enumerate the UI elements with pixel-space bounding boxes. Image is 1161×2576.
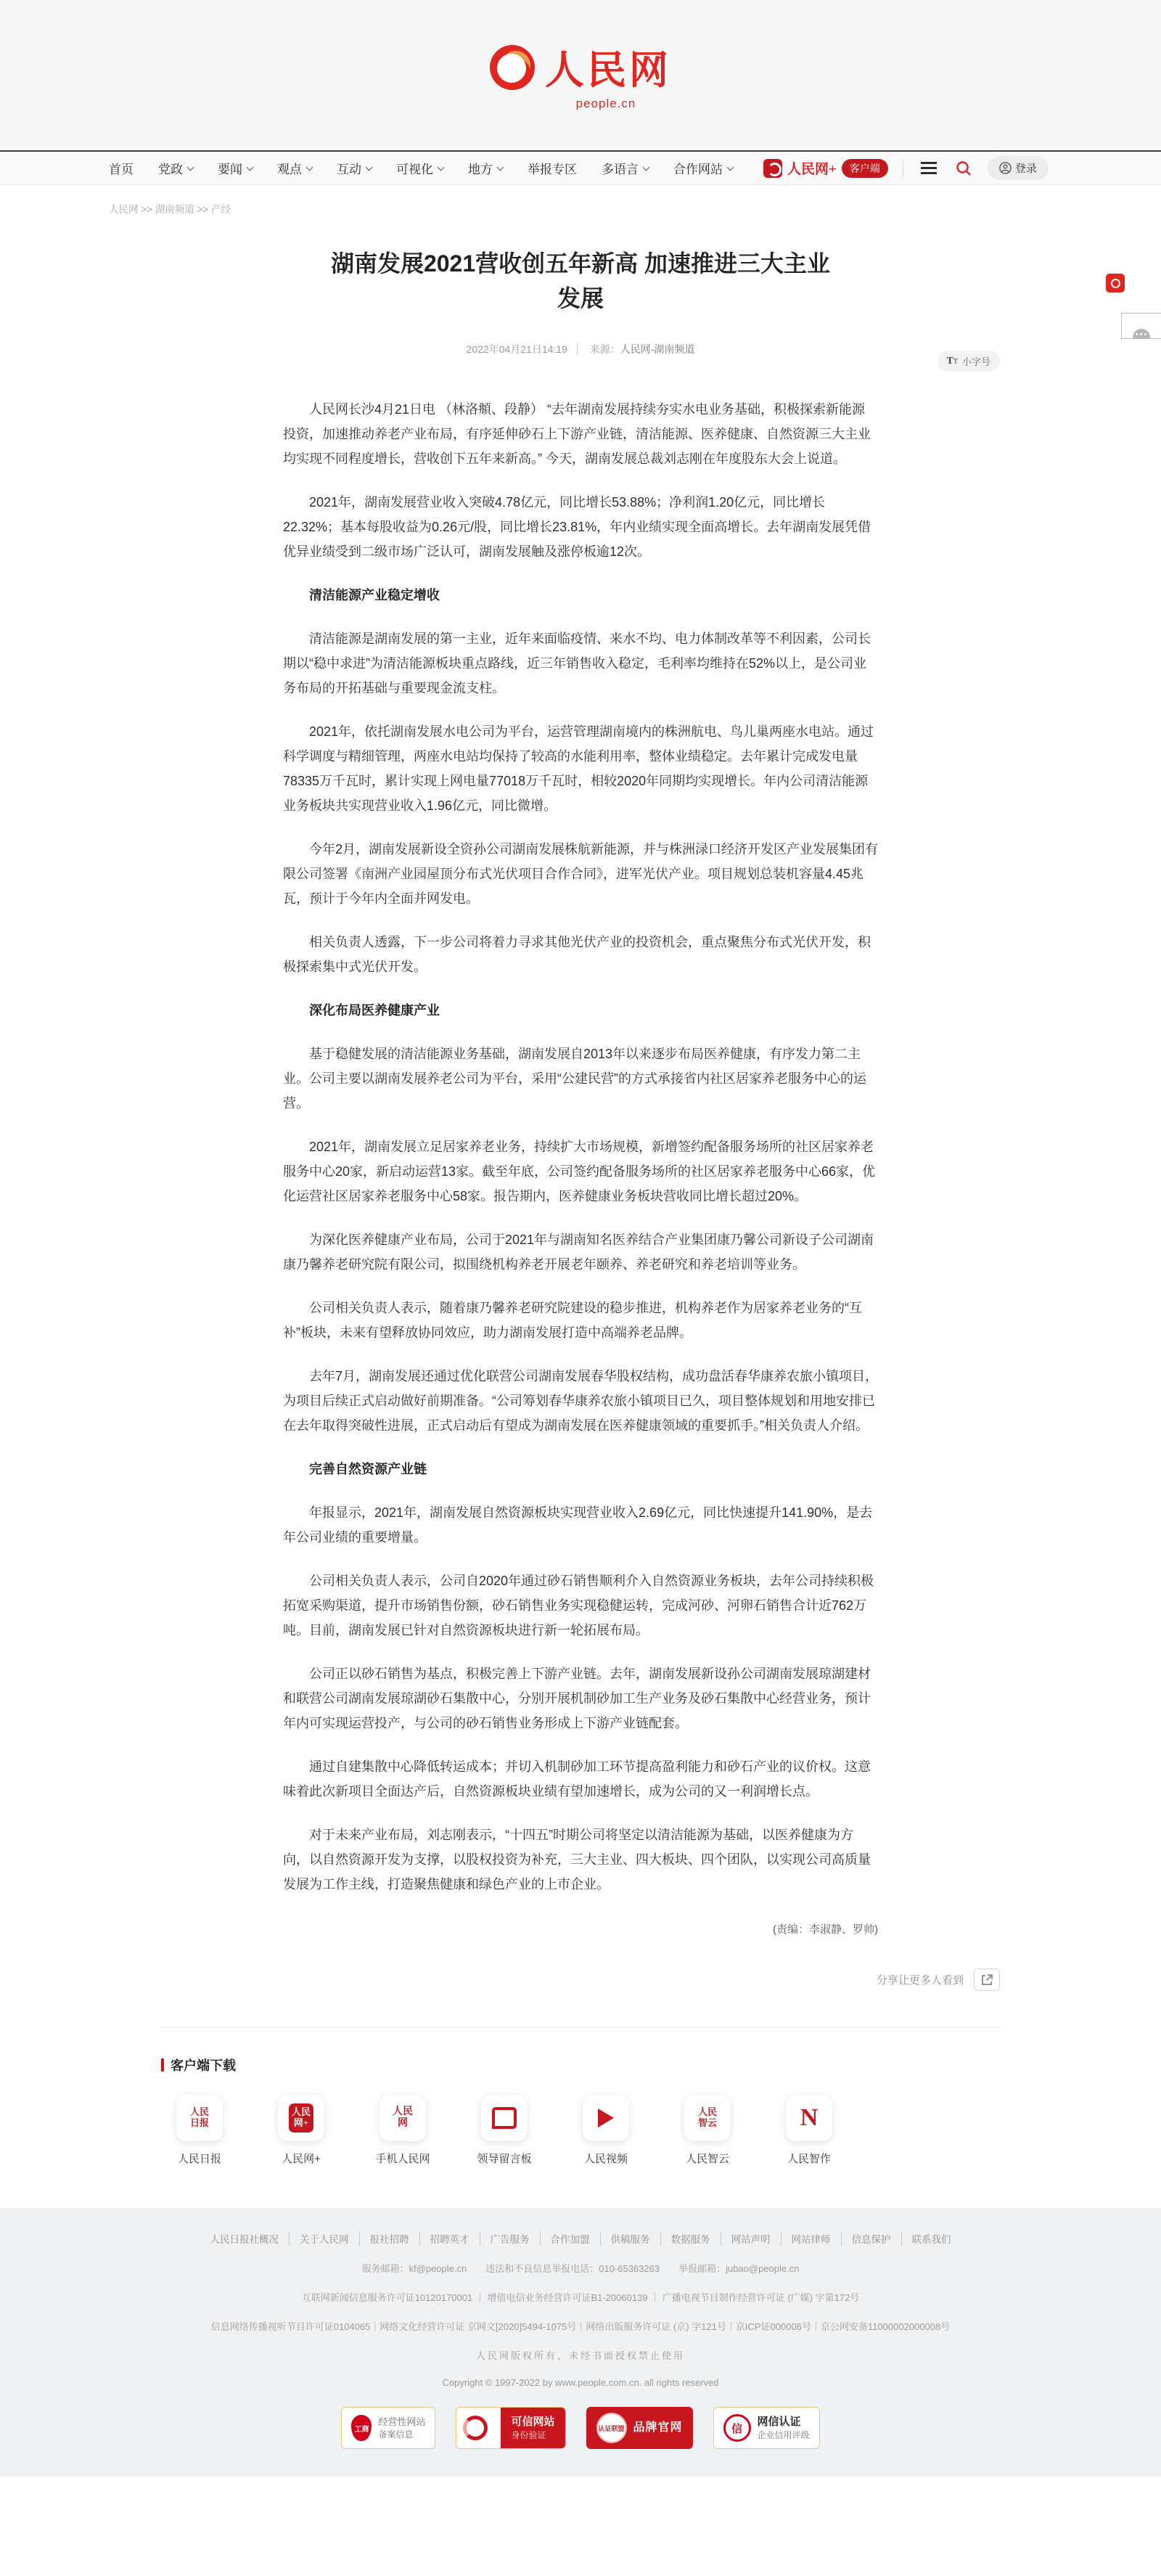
article-paragraph: 清洁能源是湖南发展的第一主业，近年来面临疫情、来水不均、电力体制改革等不利因素，公司长期以“稳中求进”为清洁能源板块重点路线，近三年销售收入稳定，毛利率均维持在52%以上，是公司业务布局的开拓基础与重要现金流支柱。: [283, 631, 871, 695]
search-icon[interactable]: [956, 160, 972, 176]
cert-stamp-icon: 信: [723, 2414, 751, 2442]
article-paragraph: 2021年，依托湖南发展水电公司为平台，运营管理湖南境内的株洲航电、鸟儿巢两座水电站。通过科学调度与精细管理，两座水电站均保持了较高的水能利用率，整体业绩稳定。去年累计完成发电量78335万千瓦时，累计实现上网电量77018万千瓦时，相较2020年同期均实现增长。年内公司清洁能源业务板块共实现营业收入1.96亿元，同比微增。: [283, 724, 874, 813]
source-label: 来源：: [589, 343, 620, 355]
app-download-item[interactable]: [673, 2095, 742, 2166]
publish-date: 2022年04月21日14:19: [467, 343, 578, 355]
footer-links: [0, 2231, 1161, 2246]
app-label: 手机人民网: [375, 2153, 430, 2165]
app-label: 人民日报: [177, 2153, 221, 2165]
article-body: [283, 397, 878, 1897]
footer-link[interactable]: 数据服务: [661, 2231, 721, 2246]
app-icon: [481, 2095, 528, 2141]
app-icon: 人民智云: [684, 2095, 731, 2141]
article-paragraph: 年报显示，2021年，湖南发展自然资源板块实现营业收入2.69亿元，同比快速提升141.90%，是去年公司业绩的重要增量。: [283, 1505, 873, 1545]
client-badge-label: 客户端: [842, 159, 888, 178]
site-header: [0, 0, 1161, 150]
footer-link[interactable]: 联系我们: [911, 2234, 951, 2245]
cert-stamp-icon: 工商: [351, 2415, 372, 2441]
article-paragraph: 公司相关负责人表示，随着康乃馨养老研究院建设的稳步推进，机构养老作为居家养老业务的“互补”板块，未来有望释放协同效应，助力湖南发展打造中高端养老品牌。: [283, 1301, 862, 1340]
footer-link[interactable]: 人民日报社概况: [200, 2231, 290, 2246]
app-download-item[interactable]: [572, 2095, 640, 2166]
site-footer: [0, 2208, 1161, 2477]
menu-icon[interactable]: [918, 159, 940, 177]
app-icon: [583, 2095, 629, 2141]
logo-text: 人民网: [545, 49, 671, 92]
download-title: 客户端下载: [171, 2058, 236, 2073]
article-paragraph: 相关负责人透露，下一步公司将着力寻求其他光伏产业的投资机会，重点聚焦分布式光伏开发，积极探索集中式光伏开发。: [283, 935, 871, 974]
app-list: [161, 2095, 1000, 2166]
cert-badges: [0, 2407, 1161, 2449]
nav-item[interactable]: 多语言: [602, 159, 649, 177]
cert-badge[interactable]: [456, 2407, 565, 2449]
footer-service-line: 服务邮箱：kf@people.cn 违法和不良信息举报电话：010-65363263 举报邮箱：jubao@people.cn: [361, 2263, 800, 2274]
font-size-icon: TT: [946, 356, 958, 367]
article-paragraph: 通过自建集散中心降低转运成本；并切入机制砂加工环节提高盈利能力和砂石产业的议价权。这意味着此次新项目全面达产后，自然资源板块业绩有望加速增长，成为公司的又一利润增长点。: [283, 1759, 871, 1799]
footer-copyright-en: Copyright © 1997-2022 by www.people.com.cn. all rights reserved: [442, 2377, 719, 2388]
nav-item[interactable]: 可视化: [396, 159, 443, 177]
main-nav: [0, 150, 1161, 185]
footer-license-line1: 互联网新闻信息服务许可证10120170001 ｜ 增值电信业务经营许可证B1-20060139 ｜ 广播电视节目制作经营许可证 (广媒) 字第172号: [301, 2292, 860, 2303]
user-icon: [999, 162, 1012, 174]
client-download-section: [161, 2056, 1000, 2208]
footer-link[interactable]: 网站律师: [781, 2231, 842, 2246]
editor-byline: (责编：李淑静、罗帅): [773, 1923, 878, 1936]
article-paragraph: 2021年，湖南发展立足居家养老业务，持续扩大市场规模，新增签约配备服务场所的社区居家养老服务中心20家，新启动运营13家。截至年底，公司签约配备服务场所的社区居家养老服务中心66家，优化运营社区居家养老服务中心58家。报告期内，医养健康业务板块营收同比增长超过20%。: [283, 1140, 876, 1203]
client-app-badge[interactable]: [763, 158, 888, 178]
article-paragraph: 完善自然资源产业链: [309, 1462, 427, 1476]
footer-link[interactable]: 合作加盟: [541, 2231, 601, 2246]
footer-link[interactable]: 报社招聘: [360, 2231, 420, 2246]
font-size-label: 小字号: [961, 356, 990, 367]
footer-link[interactable]: 网站声明: [721, 2231, 781, 2246]
footer-link[interactable]: 供稿服务: [601, 2231, 661, 2246]
source: [590, 343, 695, 355]
footer-link[interactable]: 关于人民网: [290, 2231, 360, 2246]
nav-item[interactable]: 首页: [109, 163, 134, 176]
site-logo[interactable]: [490, 39, 671, 111]
comment-dots-icon: [1133, 329, 1150, 338]
app-download-item[interactable]: [165, 2095, 234, 2166]
chevron-down-icon: [247, 163, 254, 171]
logo-subtext: people.cn: [575, 97, 636, 110]
footer-license-line2: 信息网络传播视听节目许可证0104065｜网络文化经营许可证 京网文[2020]5494-1075号｜网络出版服务许可证 (京) 字121号｜京ICP证000006号｜京公网安备11000002000008号: [210, 2321, 951, 2332]
download-title-row: [161, 2056, 1000, 2074]
nav-item[interactable]: 互动: [337, 159, 372, 177]
nav-item[interactable]: 党政: [158, 159, 193, 177]
cert-stamp-icon: 认证联盟: [596, 2413, 627, 2443]
chevron-down-icon: [643, 163, 650, 171]
cert-badge-text: 网信认证 企业信用评级: [757, 2416, 810, 2441]
article-paragraph: 深化布局医养健康产业: [309, 1003, 440, 1018]
chevron-down-icon: [497, 163, 504, 171]
nav-item[interactable]: 合作网站: [673, 159, 733, 177]
share-icon[interactable]: [974, 1968, 1000, 1991]
breadcrumb[interactable]: 人民网 >> 湖南频道 >> 产经: [109, 204, 231, 215]
section-divider: [161, 2027, 1000, 2028]
share-label: 分享让更多人看到: [876, 1974, 964, 1987]
source-link[interactable]: 人民网-湖南频道: [620, 343, 695, 355]
cert-badge[interactable]: [586, 2407, 693, 2449]
article-paragraph: 去年7月，湖南发展还通过优化联营公司湖南发展春华股权结构，成功盘活春华康养农旅小镇项目，为项目后续正式启动做好前期准备。“公司筹划春华康养农旅小镇项目已久，项目整体规划和用地安排已在去年取得突破性进展，正式启动后有望成为湖南发展在医养健康领域的重要抓手。”相关负责人介绍。: [283, 1369, 879, 1433]
chevron-down-icon: [438, 163, 445, 171]
footer-link[interactable]: 广告服务: [480, 2231, 541, 2246]
nav-items: [109, 159, 733, 177]
people-logo-icon: [490, 45, 535, 90]
article-paragraph: 2021年，湖南发展营业收入突破4.78亿元，同比增长53.88%；净利润1.20亿元，同比增长22.32%；基本每股收益为0.26元/股，同比增长23.81%，年内业绩实现全面高增长。去年湖南发展凭借优异业绩受到二级市场广泛认可，湖南发展触及涨停板逾12次。: [283, 495, 871, 559]
app-label: 人民网+: [282, 2153, 321, 2165]
nav-item[interactable]: 观点: [277, 159, 312, 177]
article-meta: [161, 342, 1000, 367]
floating-client-widget[interactable]: [1106, 274, 1125, 293]
app-download-item[interactable]: [775, 2095, 843, 2166]
footer-copyright-cn: 人民网版权所有，未经书面授权禁止使用: [475, 2350, 685, 2361]
app-download-item[interactable]: [470, 2095, 538, 2166]
app-label: 人民智作: [787, 2153, 831, 2165]
article-paragraph: 人民网长沙4月21日电 （林洛頫、段静） “去年湖南发展持续夯实水电业务基础，积极探索新能源投资，加速推动养老产业布局，有序延伸砂石上下游产业链，清洁能源、医养健康、自然资源三大主业均实现不同程度增长，营收创下五年来新高。” 今天，湖南发展总裁刘志刚在年度股东大会上说道。: [283, 402, 871, 466]
nav-item[interactable]: 地方: [468, 159, 503, 177]
article-paragraph: 公司正以砂石销售为基点，积极完善上下游产业链。去年，湖南发展新设孙公司湖南发展琼湖建材和联营公司湖南发展琼湖砂石集散中心，分别开展机制砂加工生产业务及砂石集散中心经营业务，预计年内可实现运营投产，与公司的砂石销售业务形成上下游产业链配套。: [283, 1667, 871, 1730]
article-paragraph: 清洁能源产业稳定增收: [309, 588, 440, 602]
chevron-down-icon: [306, 163, 313, 171]
red-bar-icon: [161, 2058, 164, 2072]
chevron-down-icon: [727, 163, 734, 171]
floating-feedback-widget[interactable]: [1121, 313, 1161, 339]
chevron-down-icon: [366, 163, 373, 171]
article-paragraph: 公司相关负责人表示，公司自2020年通过砂石销售顺利介入自然资源业务板块，去年公司持续积极拓宽采购渠道，提升市场销售份额，砂石销售业务实现稳健运转，完成河砂、河卵石销售合计近762万吨。目前，湖南发展已针对自然资源板块进行新一轮拓展布局。: [283, 1574, 874, 1637]
app-label: 领导留言板: [477, 2153, 532, 2165]
app-label: 人民视频: [583, 2153, 628, 2165]
footer-link[interactable]: 信息保护: [842, 2231, 902, 2246]
app-icon: 人民日报: [176, 2095, 223, 2141]
app-icon: 人民网+: [278, 2095, 324, 2141]
app-icon: N: [786, 2095, 832, 2141]
cert-badge[interactable]: [713, 2407, 820, 2449]
article-card: [161, 246, 1000, 2208]
font-size-button[interactable]: [938, 351, 1000, 372]
cert-badge[interactable]: [341, 2407, 435, 2449]
article-paragraph: 对于未来产业布局，刘志刚表示，“十四五”时期公司将坚定以清洁能源为基础，以医养健康为方向，以自然资源开发为支撑，以股权投资为补充，三大主业、四大板块、四个团队，以实现公司高质量发展为工作主线，打造聚焦健康和绿色产业的上市企业。: [283, 1828, 871, 1892]
page-title: 湖南发展2021营收创五年新高 加速推进三大主业发展: [330, 250, 831, 311]
app-label: 人民智云: [685, 2153, 729, 2165]
cert-badge-text: 品牌官网: [633, 2421, 683, 2434]
app-download-item[interactable]: [369, 2095, 437, 2166]
app-download-item[interactable]: [267, 2095, 335, 2166]
nav-item[interactable]: 要闻: [218, 159, 253, 177]
chevron-down-icon: [187, 163, 194, 171]
article-paragraph: 基于稳健发展的清洁能源业务基础，湖南发展自2013年以来逐步布局医养健康，有序发力第二主业。公司主要以湖南发展养老公司为平台，采用“公建民营”的方式承接省内社区居家养老服务中心的运营。: [283, 1047, 866, 1111]
people-plus-icon: [763, 159, 782, 178]
nav-item[interactable]: 举报专区: [528, 163, 577, 176]
login-button[interactable]: [988, 156, 1049, 180]
cert-badge-text: 可信网站 身份验证: [501, 2408, 565, 2448]
share-row: [161, 1968, 1000, 1991]
footer-link[interactable]: 招聘英才: [420, 2231, 480, 2246]
article-paragraph: 今年2月，湖南发展新设全资孙公司湖南发展株航新能源，并与株洲渌口经济开发区产业发展集团有限公司签署《南洲产业园屋顶分布式光伏项目合作合同》，进军光伏产业。项目规划总装机容量4.45兆瓦，预计于今年内全面并网发电。: [283, 842, 879, 906]
login-label: 登录: [1014, 163, 1037, 175]
cert-badge-text: 经营性网站 备案信息: [378, 2416, 426, 2440]
app-icon: 人民网: [380, 2095, 426, 2141]
client-badge-brand: 人民网+: [787, 162, 837, 177]
cert-stamp-icon: [456, 2408, 494, 2448]
article-paragraph: 为深化医养健康产业布局，公司于2021年与湖南知名医养结合产业集团康乃馨公司新设子公司湖南康乃馨养老研究院有限公司，拟围绕机构养老开展老年颐养、养老研究和养老培训等业务。: [283, 1232, 874, 1272]
